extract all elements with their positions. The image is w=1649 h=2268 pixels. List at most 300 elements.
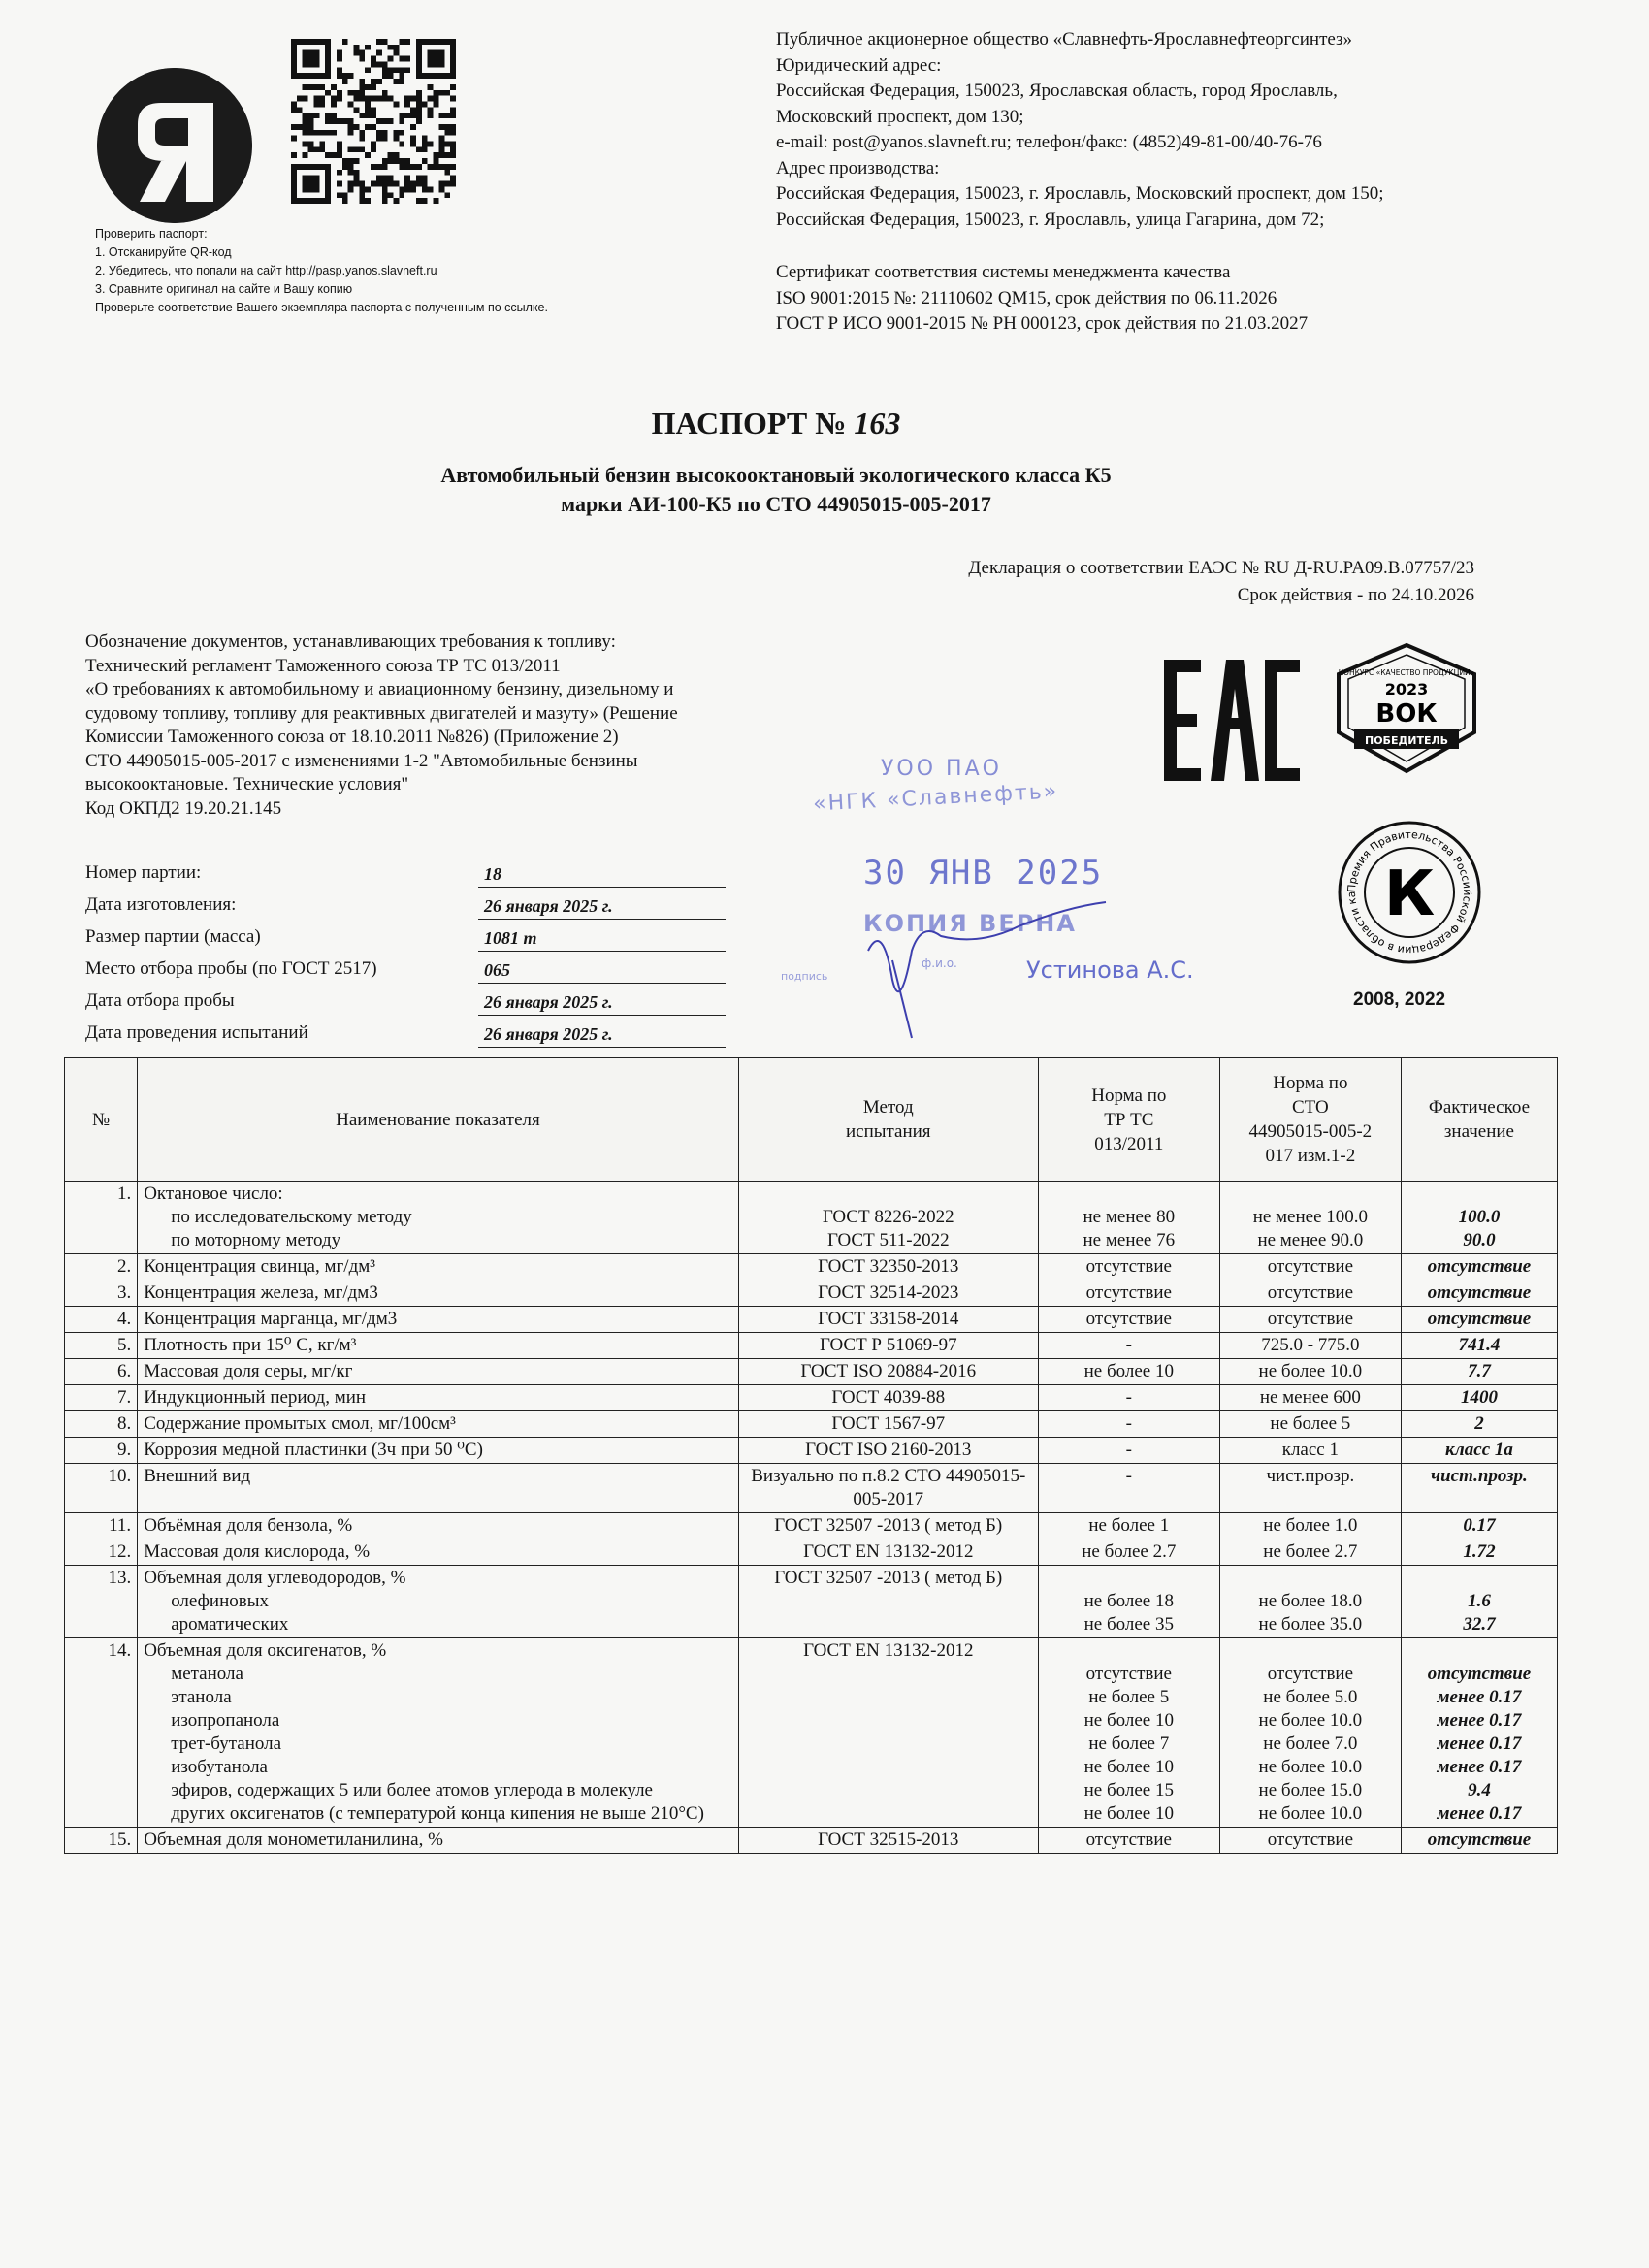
- cell-actual-line: менее 0.17: [1437, 1803, 1522, 1824]
- col-tr: [1038, 1058, 1219, 1182]
- cell-method-line: ГОСТ EN 13132-2012: [803, 1541, 974, 1562]
- company-line: Адрес производства:: [776, 157, 940, 178]
- table-row: [65, 1464, 1558, 1513]
- cell-sto-norm: [1219, 1411, 1401, 1438]
- cell-name: [138, 1411, 739, 1438]
- table-row: [65, 1411, 1558, 1438]
- col-tr-l3: 013/2011: [1094, 1133, 1164, 1154]
- table-row: [65, 1638, 1558, 1828]
- cell-sto-norm-line: отсутствие: [1267, 1282, 1354, 1303]
- company-logo: [97, 68, 252, 223]
- cell-method-line: ГОСТ 32514-2023: [818, 1282, 959, 1303]
- cell-actual-line: менее 0.17: [1437, 1733, 1522, 1754]
- cell-actual: [1401, 1411, 1557, 1438]
- award-ring-text: Премия Правительства Российской Федерации в области ка: [1344, 827, 1474, 957]
- batch-row: [85, 952, 726, 984]
- cell-tr-norm: [1038, 1359, 1219, 1385]
- row-number: [65, 1438, 138, 1464]
- cell-method-line: ГОСТ EN 13132-2012: [803, 1640, 974, 1661]
- cell-method-line: ГОСТ 32507 -2013 ( метод Б): [774, 1515, 1003, 1536]
- col-actual-l1: Фактическое: [1428, 1097, 1531, 1118]
- declaration-number: Декларация о соответствии ЕАЭС № RU Д-RU.PA09.B.07757/23: [968, 558, 1474, 578]
- cell-name-line: Концентрация свинца, мг/дм³: [144, 1256, 375, 1277]
- doc-line: Обозначение документов, устанавливающих требования к топливу:: [85, 632, 616, 652]
- col-sto: [1219, 1058, 1401, 1182]
- cell-name: [138, 1280, 739, 1307]
- row-number-text: 8.: [116, 1413, 132, 1434]
- row-number-text: 13.: [108, 1568, 132, 1588]
- passport-number: 163: [854, 405, 901, 440]
- cell-method-line: ГОСТ 1567-97: [831, 1413, 946, 1434]
- table-row: [65, 1385, 1558, 1411]
- cell-tr-norm: [1038, 1539, 1219, 1566]
- copy-stamp: [776, 757, 1203, 1048]
- cell-sto-norm-line: не более 1.0: [1263, 1515, 1358, 1536]
- cell-tr-norm: [1038, 1182, 1219, 1254]
- batch-row: [85, 888, 726, 920]
- verify-instructions: [95, 225, 548, 317]
- cell-method-line: ГОСТ ISO 2160-2013: [805, 1440, 972, 1460]
- verify-line: Проверить паспорт:: [95, 227, 208, 241]
- batch-value: 1081 т: [478, 928, 726, 952]
- batch-label: Дата изготовления:: [85, 894, 237, 915]
- cell-sto-norm-line: [1226, 1639, 1395, 1663]
- cell-sto-norm: [1219, 1333, 1401, 1359]
- cell-name: [138, 1254, 739, 1280]
- cell-method-line: [745, 1686, 1032, 1709]
- cell-sto-norm: [1219, 1359, 1401, 1385]
- stamp-company: «НГК «Славнефть»: [812, 779, 1059, 817]
- col-actual-l2: значение: [1443, 1121, 1514, 1142]
- table-row: [65, 1333, 1558, 1359]
- cell-sto-norm-line: [1226, 1567, 1395, 1590]
- col-name: Наименование показателя: [138, 1058, 739, 1182]
- batch-value: 26 января 2025 г.: [478, 1024, 726, 1048]
- cert-line: ISO 9001:2015 №: 21110602 QM15, срок действия по 06.11.2026: [776, 287, 1277, 308]
- award-letter: К: [1383, 859, 1436, 930]
- cell-actual-line: 1.72: [1463, 1541, 1496, 1562]
- row-number: [65, 1828, 138, 1854]
- doc-line: Комиссии Таможенного союза от 18.10.2011 №826) (Приложение 2): [85, 727, 619, 747]
- cell-actual: [1401, 1333, 1557, 1359]
- row-number: [65, 1539, 138, 1566]
- cell-method-line: ГОСТ Р 51069-97: [819, 1335, 957, 1355]
- verify-line: 1. Отсканируйте QR-код: [95, 245, 232, 259]
- cell-name-line: Коррозия медной пластинки (3ч при 50 ⁰С): [144, 1440, 483, 1460]
- verify-line: 3. Сравните оригинал на сайте и Вашу копию: [95, 282, 353, 296]
- cell-method: [738, 1254, 1038, 1280]
- cell-actual-line: менее 0.17: [1437, 1757, 1522, 1777]
- cell-sto-norm: [1219, 1307, 1401, 1333]
- table-row: [65, 1539, 1558, 1566]
- cell-method: [738, 1333, 1038, 1359]
- cell-tr-norm-line: не более 35: [1083, 1614, 1174, 1635]
- row-number-text: 5.: [116, 1335, 132, 1355]
- col-sto-l1: Норма по: [1273, 1073, 1348, 1093]
- quality-award-icon: [1337, 820, 1482, 965]
- logo-mark-icon: [97, 68, 252, 223]
- verify-line: Проверьте соответствие Вашего экземпляра паспорта с полученным по ссылке.: [95, 301, 548, 314]
- cell-actual: [1401, 1513, 1557, 1539]
- company-line: Публичное акционерное общество «Славнефть-Ярославнефтеоргсинтез»: [776, 29, 1353, 49]
- company-line: Российская Федерация, 150023, г. Ярославль, улица Гагарина, дом 72;: [776, 209, 1325, 230]
- row-number-text: 14.: [108, 1640, 132, 1661]
- cell-name-line: по моторному методу: [171, 1230, 341, 1250]
- cell-tr-norm-line: [1045, 1183, 1213, 1206]
- cell-tr-norm-line: не более 10: [1083, 1803, 1174, 1824]
- table-row: [65, 1828, 1558, 1854]
- cell-tr-norm-line: отсутствие: [1085, 1309, 1172, 1329]
- cell-actual-line: 0.17: [1463, 1515, 1496, 1536]
- stamp-sign-label: подпись: [781, 970, 828, 983]
- cell-sto-norm: [1219, 1828, 1401, 1854]
- cell-name-line: Массовая доля кислорода, %: [144, 1541, 371, 1562]
- cell-sto-norm: [1219, 1385, 1401, 1411]
- cell-method: [738, 1513, 1038, 1539]
- cell-name: [138, 1385, 739, 1411]
- certificate-info: [776, 260, 1308, 338]
- cell-name: [138, 1539, 739, 1566]
- cell-name-line: Объемная доля углеводородов, %: [144, 1568, 406, 1588]
- cell-tr-norm-line: не более 18: [1083, 1591, 1174, 1611]
- row-number: [65, 1513, 138, 1539]
- batch-row: [85, 920, 726, 952]
- regulation-documents: [85, 631, 803, 821]
- cell-tr-norm-line: не более 10: [1083, 1710, 1174, 1731]
- row-number-text: 4.: [116, 1309, 132, 1329]
- cell-name-line: Внешний вид: [144, 1466, 251, 1486]
- cell-tr-norm-line: не более 10: [1083, 1361, 1174, 1381]
- cell-tr-norm-line: [1045, 1639, 1213, 1663]
- cell-method-line: [745, 1590, 1032, 1613]
- qr-code[interactable]: [291, 39, 456, 204]
- cell-actual-line: 100.0: [1458, 1207, 1501, 1227]
- cell-name: [138, 1333, 739, 1359]
- cell-tr-norm-line: не более 7: [1088, 1733, 1170, 1754]
- cell-tr-norm: [1038, 1828, 1219, 1854]
- cell-name-line: олефиновых: [171, 1591, 269, 1611]
- signature-icon: [776, 757, 1203, 1048]
- col-num: №: [65, 1058, 138, 1182]
- row-number: [65, 1566, 138, 1638]
- cell-sto-norm-line: чист.прозр.: [1266, 1466, 1355, 1486]
- row-number: [65, 1638, 138, 1828]
- cell-name-line: изобутанола: [171, 1757, 268, 1777]
- cell-tr-norm-line: не более 1: [1088, 1515, 1170, 1536]
- cell-tr-norm-line: отсутствие: [1085, 1256, 1172, 1277]
- cell-sto-norm-line: не более 2.7: [1263, 1541, 1358, 1562]
- cell-sto-norm: [1219, 1254, 1401, 1280]
- cell-tr-norm: [1038, 1438, 1219, 1464]
- company-line: Российская Федерация, 150023, г. Ярославль, Московский проспект, дом 150;: [776, 183, 1384, 204]
- row-number-text: 9.: [116, 1440, 132, 1460]
- cell-sto-norm-line: не менее 600: [1259, 1387, 1361, 1408]
- cell-method: [738, 1438, 1038, 1464]
- cell-name: [138, 1464, 739, 1513]
- batch-label: Размер партии (масса): [85, 926, 261, 947]
- cell-name-line: Объемная доля монометиланилина, %: [144, 1830, 443, 1850]
- table-header-row: [65, 1058, 1558, 1182]
- col-actual: [1401, 1058, 1557, 1182]
- cell-name: [138, 1566, 739, 1638]
- stamp-fio-label: ф.и.о.: [922, 956, 957, 970]
- cell-sto-norm-line: не более 18.0: [1258, 1591, 1363, 1611]
- cell-actual-line: отсутствие: [1427, 1256, 1532, 1277]
- row-number-text: 1.: [116, 1183, 132, 1204]
- cell-tr-norm-line: не более 5: [1088, 1687, 1170, 1707]
- cell-actual: [1401, 1828, 1557, 1854]
- cell-method: [738, 1638, 1038, 1828]
- cell-tr-norm-line: отсутствие: [1085, 1282, 1172, 1303]
- cell-actual: [1401, 1566, 1557, 1638]
- table-row: [65, 1182, 1558, 1254]
- doc-line: Технический регламент Таможенного союза ТР ТС 013/2011: [85, 655, 561, 676]
- cell-sto-norm-line: не более 15.0: [1258, 1780, 1363, 1800]
- cell-method: [738, 1359, 1038, 1385]
- subtitle-line: марки АИ-100-К5 по СТО 44905015-005-2017: [561, 492, 991, 516]
- batch-row: [85, 1016, 726, 1048]
- cell-actual-line: [1407, 1639, 1551, 1663]
- cell-sto-norm: [1219, 1280, 1401, 1307]
- cell-method-line: [745, 1802, 1032, 1826]
- row-number-text: 3.: [116, 1282, 132, 1303]
- cell-name-line: Содержание промытых смол, мг/100см³: [144, 1413, 456, 1434]
- cell-sto-norm-line: [1226, 1183, 1395, 1206]
- row-number-text: 10.: [108, 1466, 132, 1486]
- cell-actual: [1401, 1638, 1557, 1828]
- row-number: [65, 1359, 138, 1385]
- col-method-l1: Метод: [862, 1097, 914, 1118]
- cell-tr-norm: [1038, 1385, 1219, 1411]
- cell-sto-norm: [1219, 1566, 1401, 1638]
- row-number: [65, 1280, 138, 1307]
- col-sto-l3: 44905015-005-2: [1248, 1121, 1373, 1142]
- row-number-text: 2.: [116, 1256, 132, 1277]
- cell-tr-norm-line: -: [1125, 1466, 1132, 1486]
- cell-actual-line: менее 0.17: [1437, 1687, 1522, 1707]
- col-method: [738, 1058, 1038, 1182]
- cell-actual: [1401, 1254, 1557, 1280]
- vok-top-text: КОНКУРС «КАЧЕСТВО ПРОДУКЦИИ»: [1338, 668, 1475, 677]
- cell-actual-line: отсутствие: [1427, 1309, 1532, 1329]
- batch-label: Место отбора пробы (по ГОСТ 2517): [85, 958, 377, 979]
- doc-line: СТО 44905015-005-2017 с изменениями 1-2 "Автомобильные бензины: [85, 750, 638, 771]
- cell-method-line: [745, 1709, 1032, 1733]
- cell-name-line: Объёмная доля бензола, %: [144, 1515, 353, 1536]
- row-number: [65, 1307, 138, 1333]
- cell-name-line: ароматических: [171, 1614, 289, 1635]
- cell-method-line: ГОСТ 33158-2014: [818, 1309, 959, 1329]
- cell-actual-line: отсутствие: [1427, 1830, 1532, 1850]
- table-row: [65, 1438, 1558, 1464]
- cell-method: [738, 1539, 1038, 1566]
- cell-actual-line: 9.4: [1468, 1780, 1491, 1800]
- product-subtitle: [0, 461, 1552, 519]
- row-number-text: 11.: [109, 1515, 132, 1536]
- cell-actual-line: чист.прозр.: [1431, 1466, 1528, 1486]
- cell-method-line: [745, 1733, 1032, 1756]
- row-number: [65, 1254, 138, 1280]
- cell-tr-norm-line: не менее 76: [1083, 1230, 1176, 1250]
- cell-sto-norm-line: не более 5: [1270, 1413, 1351, 1434]
- cell-sto-norm: [1219, 1182, 1401, 1254]
- batch-row: [85, 856, 726, 888]
- cell-sto-norm-line: отсутствие: [1267, 1830, 1354, 1850]
- cell-sto-norm-line: не менее 100.0: [1252, 1207, 1369, 1227]
- cell-tr-norm-line: не более 15: [1083, 1780, 1174, 1800]
- stamp-copy-verified: КОПИЯ ВЕРНА: [863, 910, 1077, 937]
- table-row: [65, 1566, 1558, 1638]
- cell-method: [738, 1280, 1038, 1307]
- batch-label: Дата проведения испытаний: [85, 1022, 308, 1043]
- doc-line: Код ОКПД2 19.20.21.145: [85, 797, 282, 819]
- cell-tr-norm-line: -: [1125, 1440, 1132, 1460]
- cell-sto-norm-line: не более 10.0: [1258, 1757, 1363, 1777]
- stamp-org: УОО ПАО: [881, 757, 1002, 781]
- cell-sto-norm-line: не более 7.0: [1263, 1733, 1358, 1754]
- row-number: [65, 1385, 138, 1411]
- cell-actual: [1401, 1539, 1557, 1566]
- row-number-text: 12.: [108, 1541, 132, 1562]
- cell-tr-norm: [1038, 1254, 1219, 1280]
- cell-name-line: метанола: [171, 1664, 243, 1684]
- cell-name: [138, 1438, 739, 1464]
- batch-label: Дата отбора пробы: [85, 990, 235, 1011]
- cell-sto-norm-line: отсутствие: [1267, 1256, 1354, 1277]
- cell-sto-norm-line: не более 35.0: [1258, 1614, 1363, 1635]
- cell-actual-line: 1.6: [1468, 1591, 1491, 1611]
- stamp-date: 30 ЯНВ 2025: [863, 854, 1104, 892]
- vok-winner: ПОБЕДИТЕЛЬ: [1365, 734, 1448, 747]
- cell-name-line: Концентрация железа, мг/дм3: [144, 1282, 378, 1303]
- cell-actual: [1401, 1464, 1557, 1513]
- cell-method-line: [745, 1779, 1032, 1802]
- cell-tr-norm-line: отсутствие: [1085, 1664, 1172, 1684]
- cell-sto-norm: [1219, 1638, 1401, 1828]
- company-line: Московский проспект, дом 130;: [776, 106, 1024, 127]
- cell-name-line: Объемная доля оксигенатов, %: [144, 1640, 387, 1661]
- cell-tr-norm: [1038, 1566, 1219, 1638]
- cell-actual: [1401, 1359, 1557, 1385]
- cell-sto-norm-line: не более 10.0: [1258, 1803, 1363, 1824]
- cell-name: [138, 1828, 739, 1854]
- cell-name: [138, 1359, 739, 1385]
- cell-method-line: ГОСТ 32515-2013: [818, 1830, 959, 1850]
- cell-name-line: этанола: [171, 1687, 232, 1707]
- subtitle-line: Автомобильный бензин высокооктановый экологического класса К5: [440, 463, 1112, 487]
- row-number-text: 15.: [108, 1830, 132, 1850]
- cell-tr-norm-line: отсутствие: [1085, 1830, 1172, 1850]
- cell-actual-line: 90.0: [1463, 1230, 1496, 1250]
- cell-tr-norm-line: не более 2.7: [1082, 1541, 1177, 1562]
- col-method-l2: испытания: [845, 1121, 931, 1142]
- cell-name-line: других оксигенатов (с температурой конца кипения не выше 210°С): [171, 1803, 704, 1824]
- cell-method: [738, 1411, 1038, 1438]
- batch-label: Номер партии:: [85, 862, 202, 883]
- cell-name-line: по исследовательскому методу: [171, 1207, 412, 1227]
- cell-method-line: [745, 1183, 1032, 1206]
- cell-name: [138, 1513, 739, 1539]
- vok-badge-icon: [1329, 640, 1484, 781]
- cell-actual-line: [1407, 1567, 1551, 1590]
- award-years: 2008, 2022: [1353, 989, 1446, 1010]
- cell-sto-norm: [1219, 1513, 1401, 1539]
- col-sto-l2: СТО: [1291, 1097, 1329, 1118]
- cell-method: [738, 1182, 1038, 1254]
- row-number: [65, 1464, 138, 1513]
- company-line: Российская Федерация, 150023, Ярославская область, город Ярославль,: [776, 81, 1338, 101]
- table-row: [65, 1280, 1558, 1307]
- col-sto-l4: 017 изм.1-2: [1265, 1146, 1356, 1166]
- cert-line: Сертификат соответствия системы менеджмента качества: [776, 262, 1231, 282]
- row-number: [65, 1333, 138, 1359]
- batch-value: 18: [478, 864, 726, 888]
- cell-actual: [1401, 1182, 1557, 1254]
- cell-method: [738, 1307, 1038, 1333]
- col-tr-l2: ТР ТС: [1104, 1109, 1154, 1130]
- cell-sto-norm: [1219, 1438, 1401, 1464]
- cell-method-line: ГОСТ 8226-2022: [822, 1207, 954, 1227]
- doc-line: «О требованиях к автомобильному и авиационному бензину, дизельному и: [85, 679, 674, 699]
- cell-actual: [1401, 1385, 1557, 1411]
- cell-tr-norm-line: -: [1125, 1413, 1132, 1434]
- cell-method-line: ГОСТ 32350-2013: [818, 1256, 959, 1277]
- cell-tr-norm: [1038, 1307, 1219, 1333]
- cell-actual-line: класс 1а: [1445, 1440, 1513, 1460]
- row-number: [65, 1182, 138, 1254]
- title-prefix: ПАСПОРТ №: [651, 405, 855, 440]
- cell-tr-norm-line: -: [1125, 1387, 1132, 1408]
- cell-method-line: ГОСТ ISO 20884-2016: [800, 1361, 977, 1381]
- company-line: e-mail: post@yanos.slavneft.ru; телефон/факс: (4852)49-81-00/40-76-76: [776, 132, 1322, 152]
- cell-name-line: Плотность при 15⁰ С, кг/м³: [144, 1335, 357, 1355]
- cell-name-line: Концентрация марганца, мг/дм3: [144, 1309, 398, 1329]
- cell-tr-norm: [1038, 1464, 1219, 1513]
- cell-tr-norm: [1038, 1513, 1219, 1539]
- page-title: [0, 405, 1552, 441]
- doc-line: высокооктановые. Технические условия": [85, 774, 409, 794]
- vok-text: ВОК: [1375, 699, 1438, 729]
- row-number-text: 6.: [116, 1361, 132, 1381]
- cell-name-line: Массовая доля серы, мг/кг: [144, 1361, 353, 1381]
- verify-line: 2. Убедитесь, что попали на сайт http://pasp.yanos.slavneft.ru: [95, 264, 437, 277]
- cell-method-line: Визуально по п.8.2 СТО 44905015-005-2017: [751, 1466, 1026, 1509]
- cell-tr-norm: [1038, 1638, 1219, 1828]
- cell-method-line: [745, 1613, 1032, 1636]
- table-row: [65, 1359, 1558, 1385]
- cell-actual-line: менее 0.17: [1437, 1710, 1522, 1731]
- table-row: [65, 1254, 1558, 1280]
- cell-method-line: ГОСТ 511-2022: [826, 1230, 950, 1250]
- cell-actual-line: 7.7: [1468, 1361, 1491, 1381]
- cell-name: [138, 1307, 739, 1333]
- cell-sto-norm-line: отсутствие: [1267, 1664, 1354, 1684]
- cell-sto-norm-line: не менее 90.0: [1257, 1230, 1364, 1250]
- cell-method: [738, 1385, 1038, 1411]
- properties-table: [64, 1057, 1558, 1854]
- cell-actual-line: [1407, 1183, 1551, 1206]
- cell-method: [738, 1566, 1038, 1638]
- cell-sto-norm: [1219, 1464, 1401, 1513]
- cell-tr-norm: [1038, 1411, 1219, 1438]
- cell-sto-norm-line: не более 10.0: [1258, 1361, 1363, 1381]
- batch-value: 26 января 2025 г.: [478, 992, 726, 1016]
- cell-actual-line: 1400: [1460, 1387, 1498, 1408]
- company-line: Юридический адрес:: [776, 54, 942, 76]
- cell-sto-norm-line: не более 10.0: [1258, 1710, 1363, 1731]
- row-number: [65, 1411, 138, 1438]
- cell-name-line: Октановое число:: [144, 1183, 283, 1204]
